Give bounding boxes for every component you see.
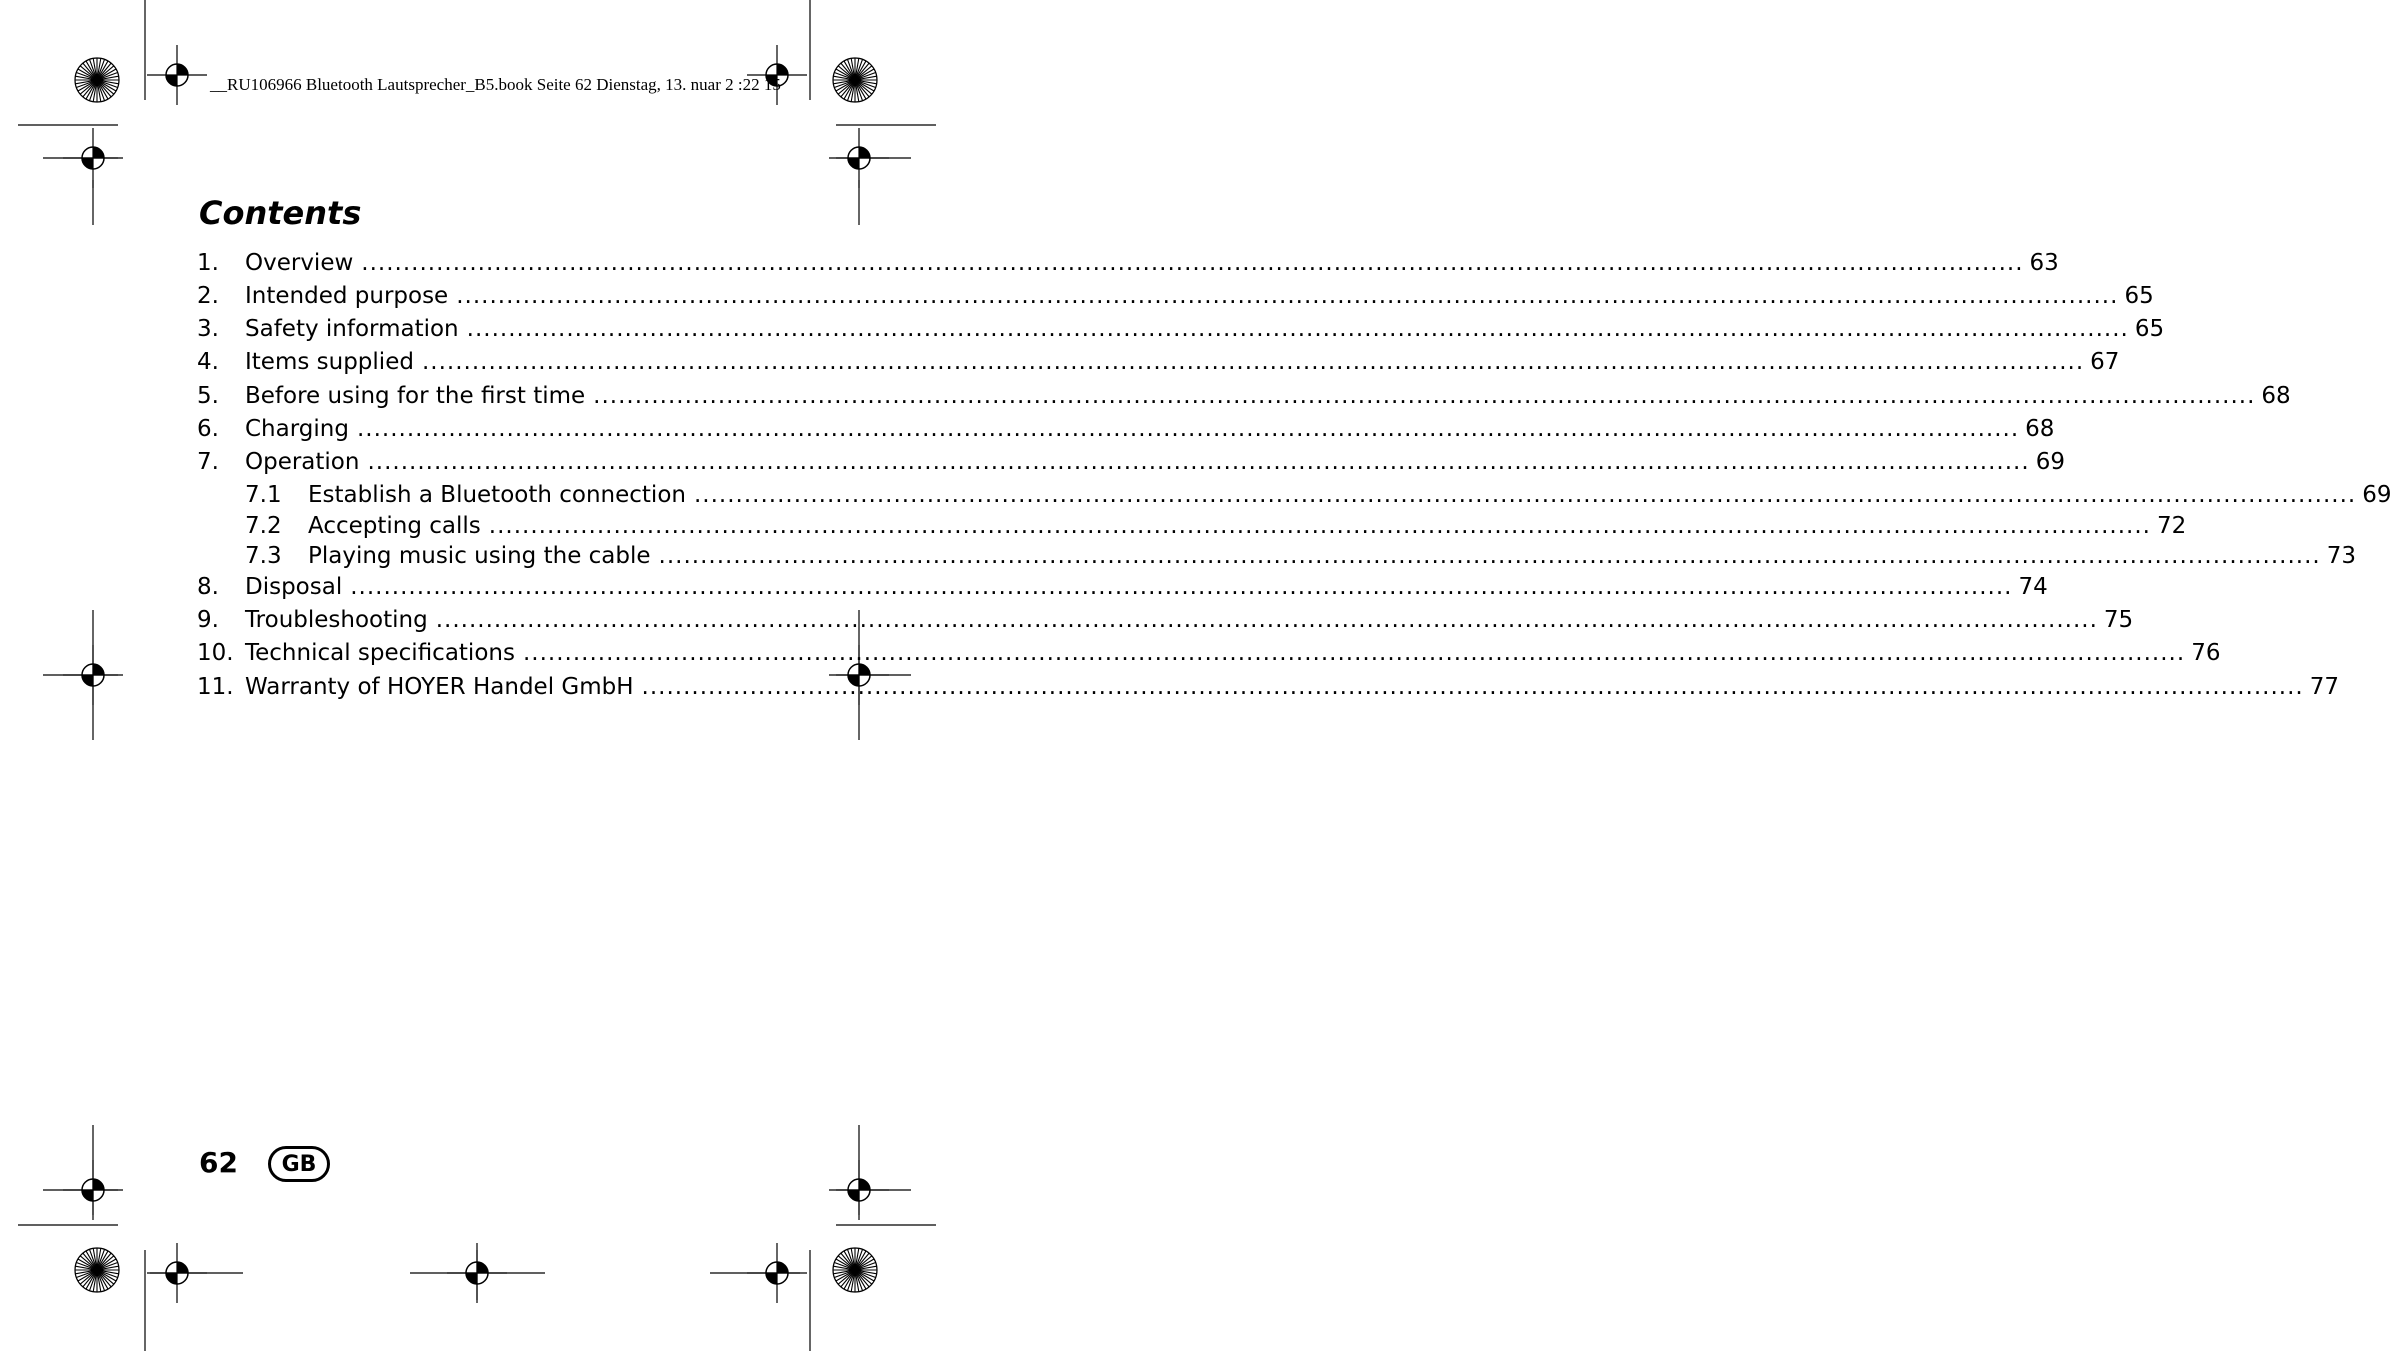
toc-label: Operation [245, 449, 360, 475]
toc-leader: ........................................................................................................................................................................................................ [456, 283, 2119, 309]
toc-number: 4. [197, 349, 219, 375]
print-slug-header: __RU106966 Bluetooth Lautsprecher_B5.book Seite 62 Dienstag, 13. nuar 2 :22 15 [210, 75, 781, 94]
toc-page: 65 [2134, 316, 2165, 342]
toc-page: 69 [2035, 449, 2065, 475]
toc-page: 63 [2029, 250, 2059, 276]
toc-label: Safety information [245, 316, 459, 342]
toc-entry-overview [197, 250, 2059, 280]
toc-entry-disposal [197, 574, 2048, 604]
toc-subentry-playing-music [197, 543, 2357, 573]
toc-page: 75 [2103, 607, 2134, 633]
toc-leader: ........................................................................................................................................................................................................ [658, 543, 2321, 569]
toc-page: 69 [2362, 482, 2391, 508]
toc-page: 68 [2025, 416, 2055, 442]
toc-page: 67 [2090, 349, 2120, 375]
toc-number: 10. [197, 640, 234, 666]
toc-number: 9. [197, 607, 219, 633]
toc-number: 5. [197, 383, 219, 409]
toc-page: 65 [2124, 283, 2154, 309]
toc-page: 76 [2191, 640, 2221, 666]
toc-label: Troubleshooting [245, 607, 428, 633]
toc-entry-technical-specifications [197, 640, 2221, 670]
toc-leader: ........................................................................................................................................................................................................ [693, 482, 2357, 508]
toc-label: Intended purpose [245, 283, 449, 309]
toc-leader: ........................................................................................................................................................................................................ [488, 513, 2151, 539]
toc-page: 72 [2157, 513, 2187, 539]
toc-leader: ........................................................................................................................................................................................................ [435, 607, 2098, 633]
toc-label: Items supplied [245, 349, 414, 375]
toc-entry-intended-purpose [197, 283, 2154, 313]
toc-page: 73 [2326, 543, 2357, 569]
page-number: 62 [199, 1146, 238, 1179]
page-title: Contents [199, 194, 362, 232]
toc-leader: ........................................................................................................................................................................................................ [356, 416, 2020, 442]
toc-number: 3. [197, 316, 219, 342]
toc-number: 2. [197, 283, 219, 309]
toc-leader: ........................................................................................................................................................................................................ [421, 349, 2085, 375]
toc-number: 1. [197, 250, 219, 276]
toc-subnumber: 7.1 [245, 482, 282, 508]
toc-label: Playing music using the cable [308, 543, 651, 569]
toc-leader: ........................................................................................................................................................................................................ [522, 640, 2186, 666]
toc-entry-charging [197, 416, 2055, 446]
toc-entry-before-first-use [197, 383, 2291, 413]
toc-entry-warranty [197, 674, 2340, 704]
toc-label: Technical specifications [245, 640, 515, 666]
toc-subnumber: 7.3 [245, 543, 282, 569]
toc-page: 77 [2309, 674, 2340, 700]
toc-leader: ........................................................................................................................................................................................................ [466, 316, 2129, 342]
toc-number: 6. [197, 416, 219, 442]
toc-label: Warranty of HOYER Handel GmbH [245, 674, 634, 700]
toc-leader: ........................................................................................................................................................................................................ [367, 449, 2030, 475]
toc-leader: ........................................................................................................................................................................................................ [641, 674, 2304, 700]
toc-subentry-accepting-calls [197, 513, 2187, 543]
toc-entry-troubleshooting [197, 607, 2134, 637]
toc-entry-safety-information [197, 316, 2165, 346]
toc-label: Overview [245, 250, 354, 276]
toc-entry-operation [197, 449, 2065, 479]
toc-subentry-bluetooth-connection [197, 482, 2391, 512]
toc-leader: ........................................................................................................................................................................................................ [361, 250, 2024, 276]
toc-leader: ........................................................................................................................................................................................................ [593, 383, 2256, 409]
toc-subnumber: 7.2 [245, 513, 282, 539]
toc-page: 74 [2018, 574, 2048, 600]
language-badge: GB [268, 1146, 330, 1182]
toc-number: 11. [197, 674, 234, 700]
toc-entry-items-supplied [197, 349, 2120, 379]
toc-page: 68 [2261, 383, 2291, 409]
toc-label: Charging [245, 416, 349, 442]
toc-leader: ........................................................................................................................................................................................................ [350, 574, 2013, 600]
toc-number: 7. [197, 449, 219, 475]
toc-label: Accepting calls [308, 513, 481, 539]
toc-label: Before using for the first time [245, 383, 586, 409]
toc-number: 8. [197, 574, 219, 600]
toc-label: Establish a Bluetooth connection [308, 482, 686, 508]
toc-label: Disposal [245, 574, 343, 600]
